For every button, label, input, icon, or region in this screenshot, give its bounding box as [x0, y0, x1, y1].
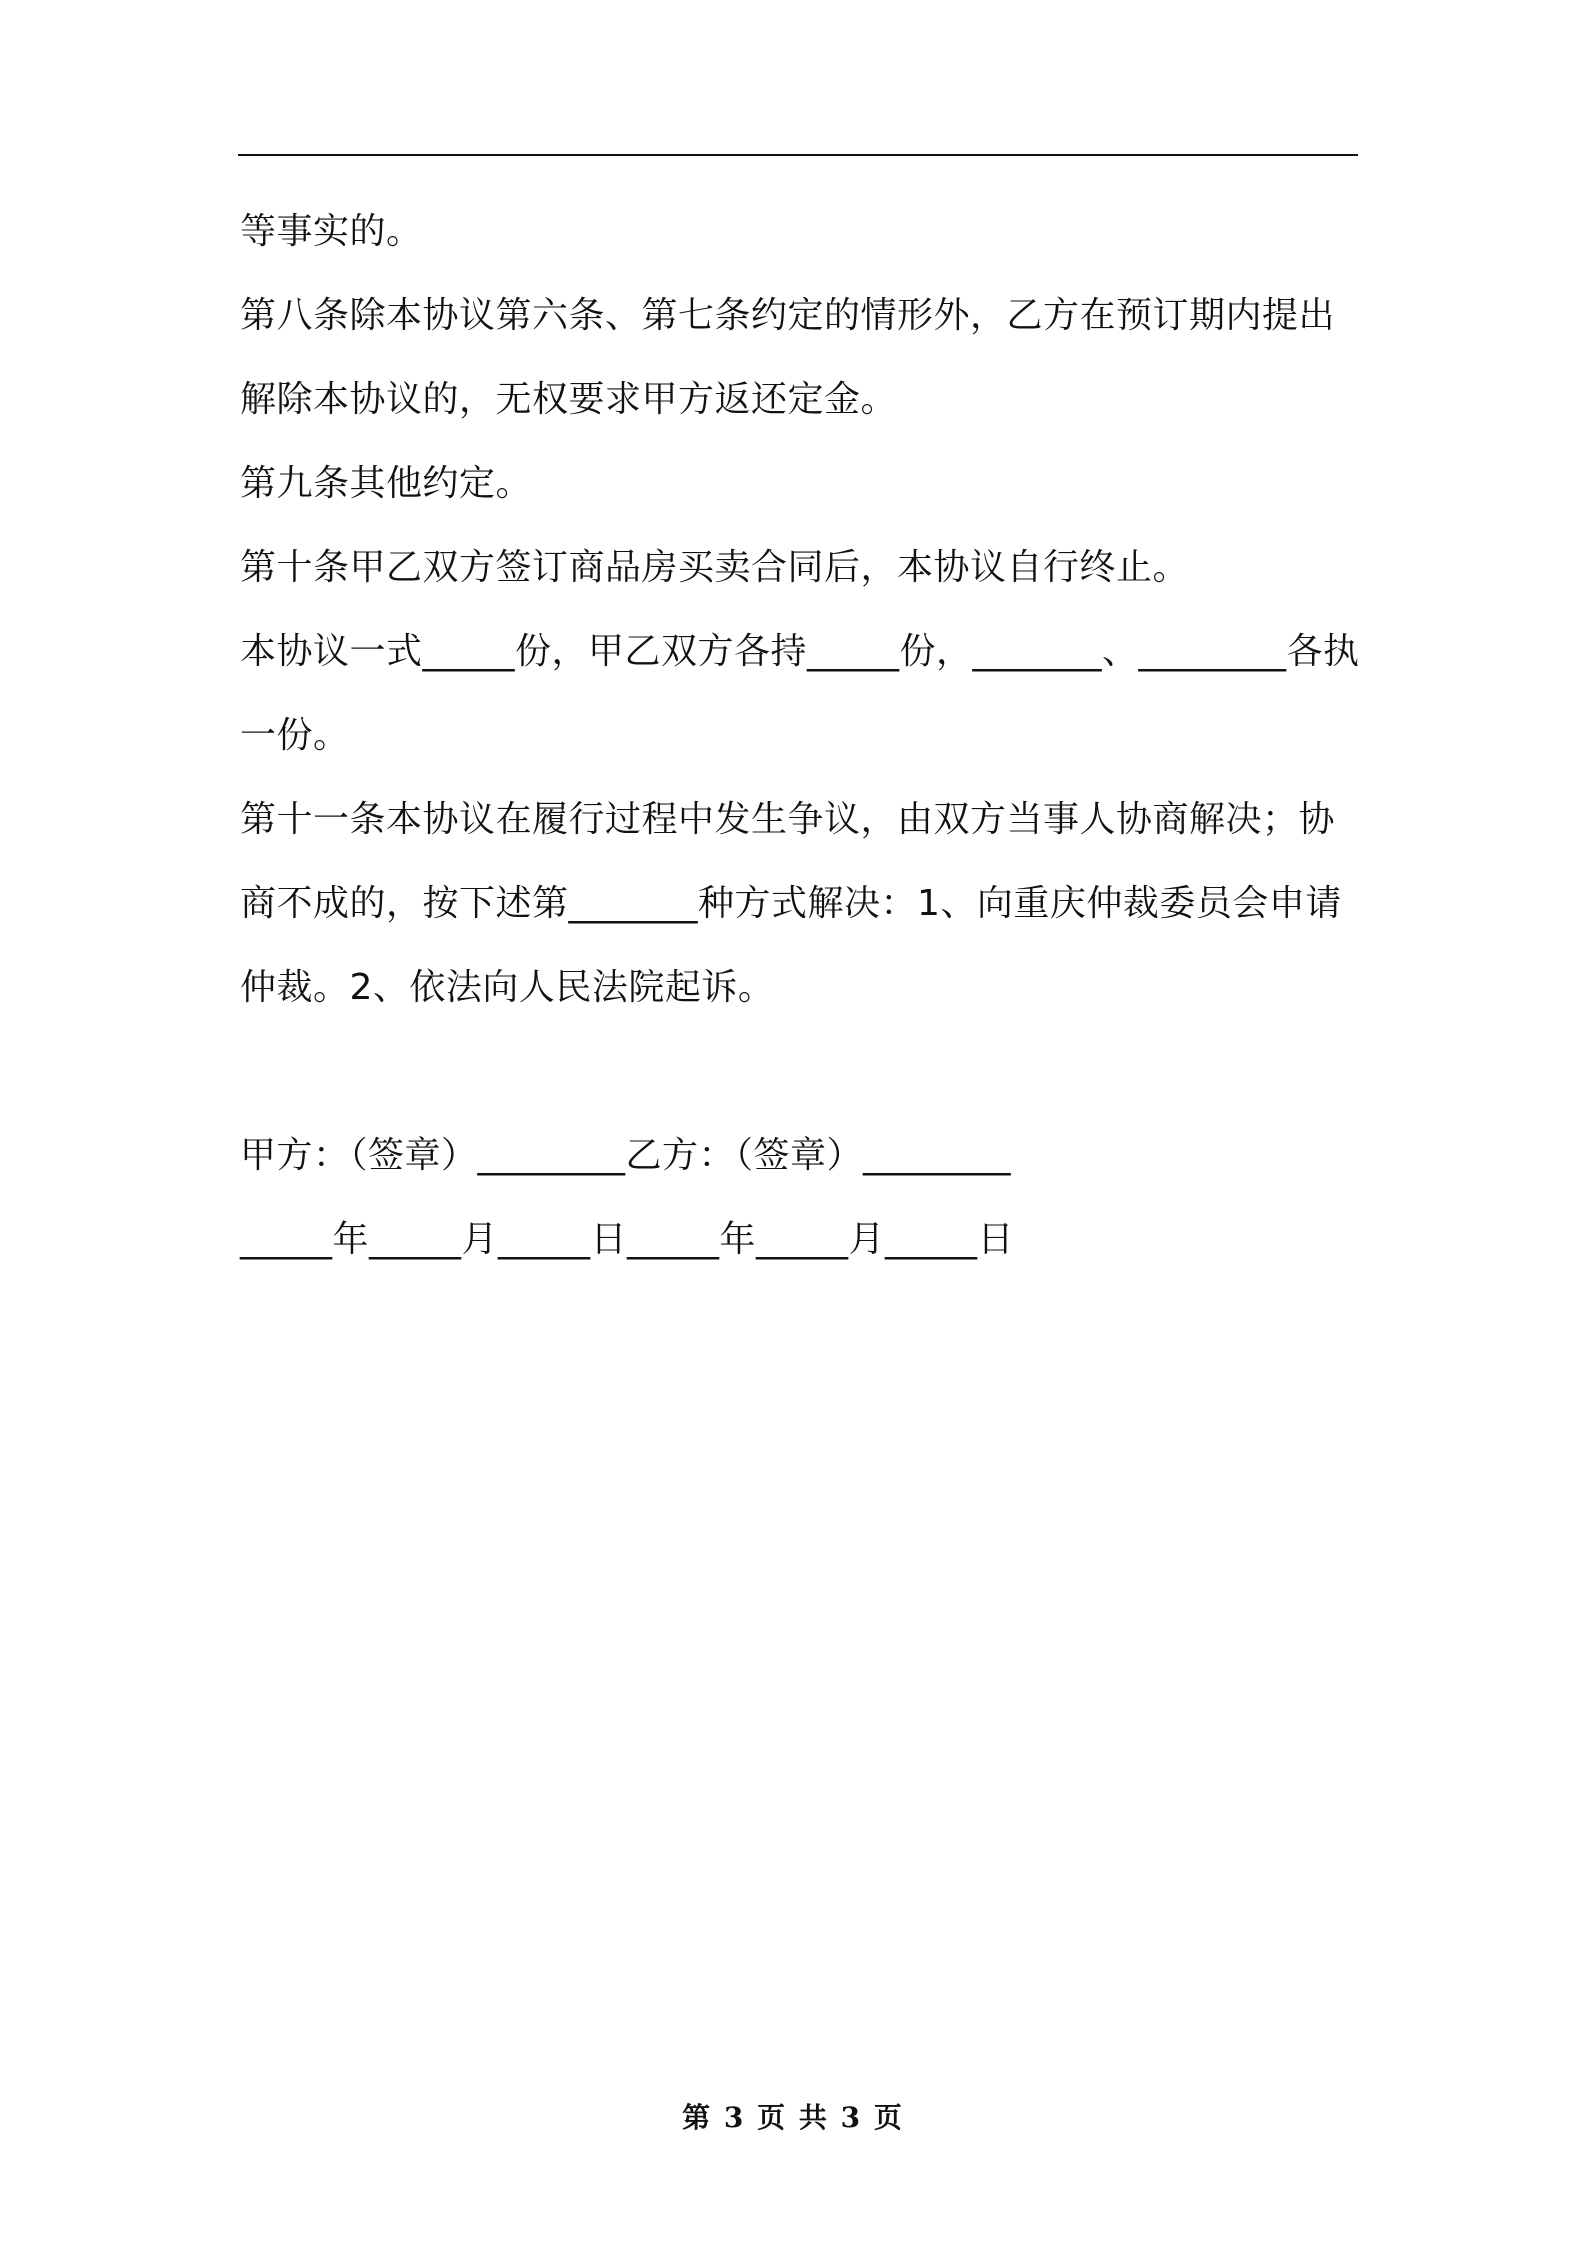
- header-rule: [238, 154, 1358, 156]
- clause-9: 第九条其他约定。: [240, 463, 533, 504]
- clause-10: 第十条甲乙双方签订商品房买卖合同后，本协议自行终止。: [240, 547, 1190, 588]
- document-body: [240, 190, 1360, 1282]
- clause-11: 第十一条本协议在履行过程中发生争议，由双方当事人协商解决；协商不成的，按下述第_______种方式解决：1、向重庆仲裁委员会申请仲裁。2、依法向人民法院起诉。: [240, 799, 1342, 1008]
- copies-clause: 本协议一式_____份，甲乙双方各持_____份，_______、________各执一份。: [240, 631, 1360, 756]
- signature-line: 甲方：（签章）________乙方：（签章）________: [240, 1135, 1012, 1176]
- blank-line: [240, 1030, 1360, 1114]
- page-number-footer: 第 3 页 共 3 页: [682, 2101, 904, 2134]
- date-line: _____年_____月_____日_____年_____月_____日: [240, 1219, 1015, 1260]
- paragraph-continuation: 等事实的。: [240, 211, 423, 252]
- clause-8: 第八条除本协议第六条、第七条约定的情形外，乙方在预订期内提出解除本协议的，无权要求甲方返还定金。: [240, 295, 1336, 420]
